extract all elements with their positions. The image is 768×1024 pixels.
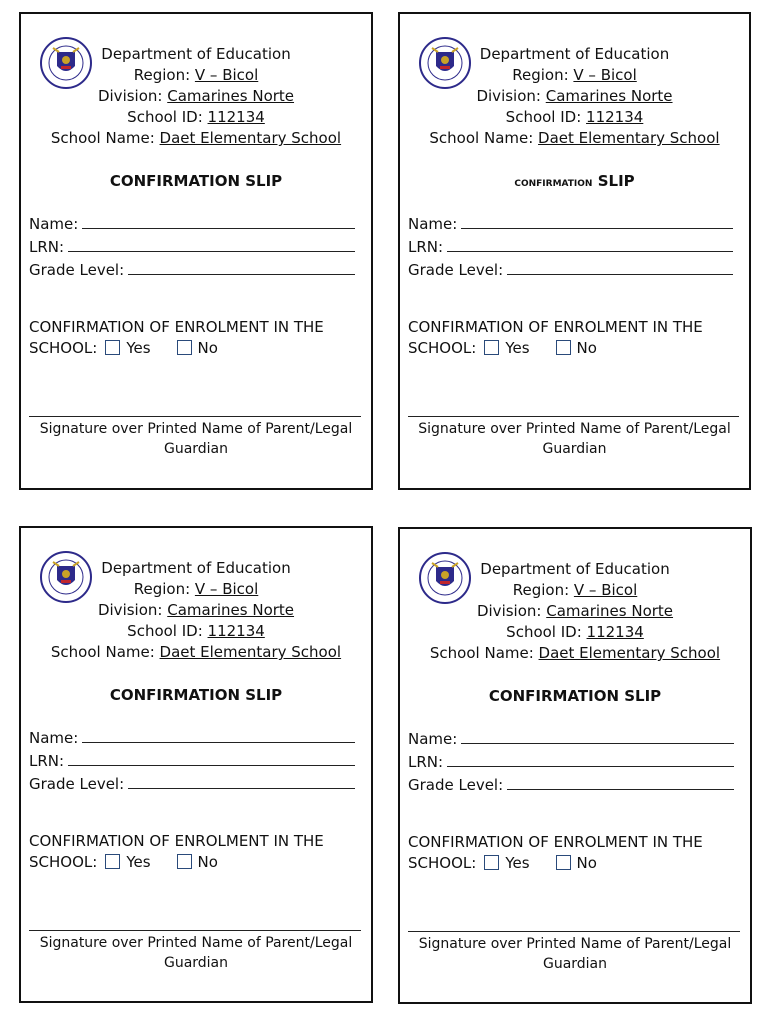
signature-label: Signature over Printed Name of Parent/Legal Guardian xyxy=(418,421,731,457)
no-checkbox[interactable] xyxy=(177,340,192,355)
slip-title-small-word: CONFIRMATION xyxy=(514,179,593,189)
name-line[interactable] xyxy=(461,212,733,229)
enrolment-confirmation: CONFIRMATION OF ENROLMENT IN THE SCHOOL: Yes No xyxy=(29,317,361,359)
no-label: No xyxy=(576,854,597,872)
region-value: V – Bicol xyxy=(573,66,637,84)
confirmation-slip-2 xyxy=(398,12,751,490)
lrn-line[interactable] xyxy=(68,235,355,252)
name-field[interactable]: Name: xyxy=(29,726,355,749)
division-line: Division: Camarines Norte xyxy=(97,601,295,619)
lrn-field[interactable]: LRN: xyxy=(408,235,733,258)
signature-line[interactable] xyxy=(29,416,361,417)
grade-level-field[interactable]: Grade Level: xyxy=(408,773,734,796)
confirmation-slip-3 xyxy=(19,526,373,1003)
lrn-field[interactable]: LRN: xyxy=(408,750,734,773)
signature-label: Signature over Printed Name of Parent/Legal Guardian xyxy=(39,935,353,971)
yes-checkbox[interactable] xyxy=(105,854,120,869)
confirmation-question: CONFIRMATION OF ENROLMENT IN THE xyxy=(29,832,324,850)
school-name-value: Daet Elementary School xyxy=(159,643,342,661)
school-name-line: School Name: Daet Elementary School xyxy=(429,129,720,147)
confirmation-question: CONFIRMATION OF ENROLMENT IN THE xyxy=(29,318,324,336)
school-name-value: Daet Elementary School xyxy=(538,129,720,147)
region-value: V – Bicol xyxy=(573,581,638,599)
department-name: Department of Education xyxy=(480,560,670,578)
name-line[interactable] xyxy=(461,727,734,744)
division-line: Division: Camarines Norte xyxy=(97,87,295,105)
region-line: Region: V – Bicol xyxy=(133,580,259,598)
school-id-line: School ID: 112134 xyxy=(127,622,265,640)
no-checkbox[interactable] xyxy=(556,340,571,355)
school-header xyxy=(400,559,750,664)
school-id-line: School ID: 112134 xyxy=(505,108,644,126)
grade-level-field[interactable]: Grade Level: xyxy=(29,258,355,281)
name-line[interactable] xyxy=(82,726,355,743)
school-header xyxy=(21,44,371,149)
school-name-value: Daet Elementary School xyxy=(538,644,721,662)
signature-label: Signature over Printed Name of Parent/Legal Guardian xyxy=(39,421,353,457)
confirmation-slip-4 xyxy=(398,527,752,1004)
division-line: Division: Camarines Norte xyxy=(476,602,674,620)
division-value: Camarines Norte xyxy=(545,87,673,105)
name-field[interactable]: Name: xyxy=(408,212,733,235)
confirmation-slip-1 xyxy=(19,12,373,490)
student-fields xyxy=(29,726,355,795)
no-checkbox[interactable] xyxy=(556,855,571,870)
confirmation-question: CONFIRMATION OF ENROLMENT IN THE xyxy=(408,833,703,851)
enrolment-confirmation: CONFIRMATION OF ENROLMENT IN THE SCHOOL: Yes No xyxy=(408,317,739,359)
department-name: Department of Education xyxy=(479,45,670,63)
enrolment-confirmation: CONFIRMATION OF ENROLMENT IN THE SCHOOL: Yes No xyxy=(29,831,361,873)
department-name: Department of Education xyxy=(101,559,291,577)
school-name-value: Daet Elementary School xyxy=(159,129,342,147)
signature-label: Signature over Printed Name of Parent/Legal Guardian xyxy=(418,936,732,972)
grade-level-field[interactable]: Grade Level: xyxy=(29,772,355,795)
slip-title xyxy=(400,172,749,190)
school-name-line: School Name: Daet Elementary School xyxy=(429,644,721,662)
signature-line[interactable] xyxy=(29,930,361,931)
yes-label: Yes xyxy=(126,339,151,357)
school-id-line: School ID: 112134 xyxy=(506,623,644,641)
school-id-value: 112134 xyxy=(207,108,265,126)
lrn-line[interactable] xyxy=(447,750,734,767)
signature-line[interactable] xyxy=(408,931,740,932)
slip-title: CONFIRMATION SLIP xyxy=(488,687,662,705)
grade-level-line[interactable] xyxy=(128,772,355,789)
division-line: Division: Camarines Norte xyxy=(476,87,673,105)
region-value: V – Bicol xyxy=(194,66,259,84)
lrn-line[interactable] xyxy=(68,749,355,766)
slip-title: CONFIRMATION SLIP xyxy=(109,172,283,190)
student-fields xyxy=(29,212,355,281)
school-id-value: 112134 xyxy=(586,108,644,126)
yes-checkbox[interactable] xyxy=(484,340,499,355)
student-fields xyxy=(408,727,734,796)
school-id-value: 112134 xyxy=(207,622,265,640)
region-line: Region: V – Bicol xyxy=(133,66,259,84)
yes-label: Yes xyxy=(505,854,530,872)
school-name-line: School Name: Daet Elementary School xyxy=(50,129,342,147)
division-value: Camarines Norte xyxy=(167,601,295,619)
slip-title-slip-word: SLIP xyxy=(597,172,635,190)
lrn-field[interactable]: LRN: xyxy=(29,749,355,772)
division-value: Camarines Norte xyxy=(546,602,674,620)
yes-checkbox[interactable] xyxy=(484,855,499,870)
no-label: No xyxy=(197,853,218,871)
region-line: Region: V – Bicol xyxy=(512,581,638,599)
school-id-line: School ID: 112134 xyxy=(127,108,265,126)
lrn-line[interactable] xyxy=(447,235,733,252)
division-value: Camarines Norte xyxy=(167,87,295,105)
name-line[interactable] xyxy=(82,212,355,229)
signature-line[interactable] xyxy=(408,416,739,417)
school-id-value: 112134 xyxy=(586,623,644,641)
no-checkbox[interactable] xyxy=(177,854,192,869)
confirmation-question: CONFIRMATION OF ENROLMENT IN THE xyxy=(408,318,703,336)
region-value: V – Bicol xyxy=(194,580,259,598)
no-label: No xyxy=(197,339,218,357)
no-label: No xyxy=(576,339,597,357)
yes-label: Yes xyxy=(505,339,530,357)
grade-level-line[interactable] xyxy=(507,773,734,790)
school-header xyxy=(400,44,749,149)
grade-level-field[interactable]: Grade Level: xyxy=(408,258,733,281)
enrolment-confirmation: CONFIRMATION OF ENROLMENT IN THE SCHOOL: Yes No xyxy=(408,832,740,874)
yes-checkbox[interactable] xyxy=(105,340,120,355)
lrn-field[interactable]: LRN: xyxy=(29,235,355,258)
grade-level-line[interactable] xyxy=(507,258,733,275)
school-header xyxy=(21,558,371,663)
grade-level-line[interactable] xyxy=(128,258,355,275)
slip-title: CONFIRMATION SLIP xyxy=(109,686,283,704)
department-name: Department of Education xyxy=(101,45,291,63)
name-field[interactable]: Name: xyxy=(29,212,355,235)
school-name-line: School Name: Daet Elementary School xyxy=(50,643,342,661)
region-line: Region: V – Bicol xyxy=(512,66,637,84)
name-field[interactable]: Name: xyxy=(408,727,734,750)
yes-label: Yes xyxy=(126,853,151,871)
student-fields xyxy=(408,212,733,281)
